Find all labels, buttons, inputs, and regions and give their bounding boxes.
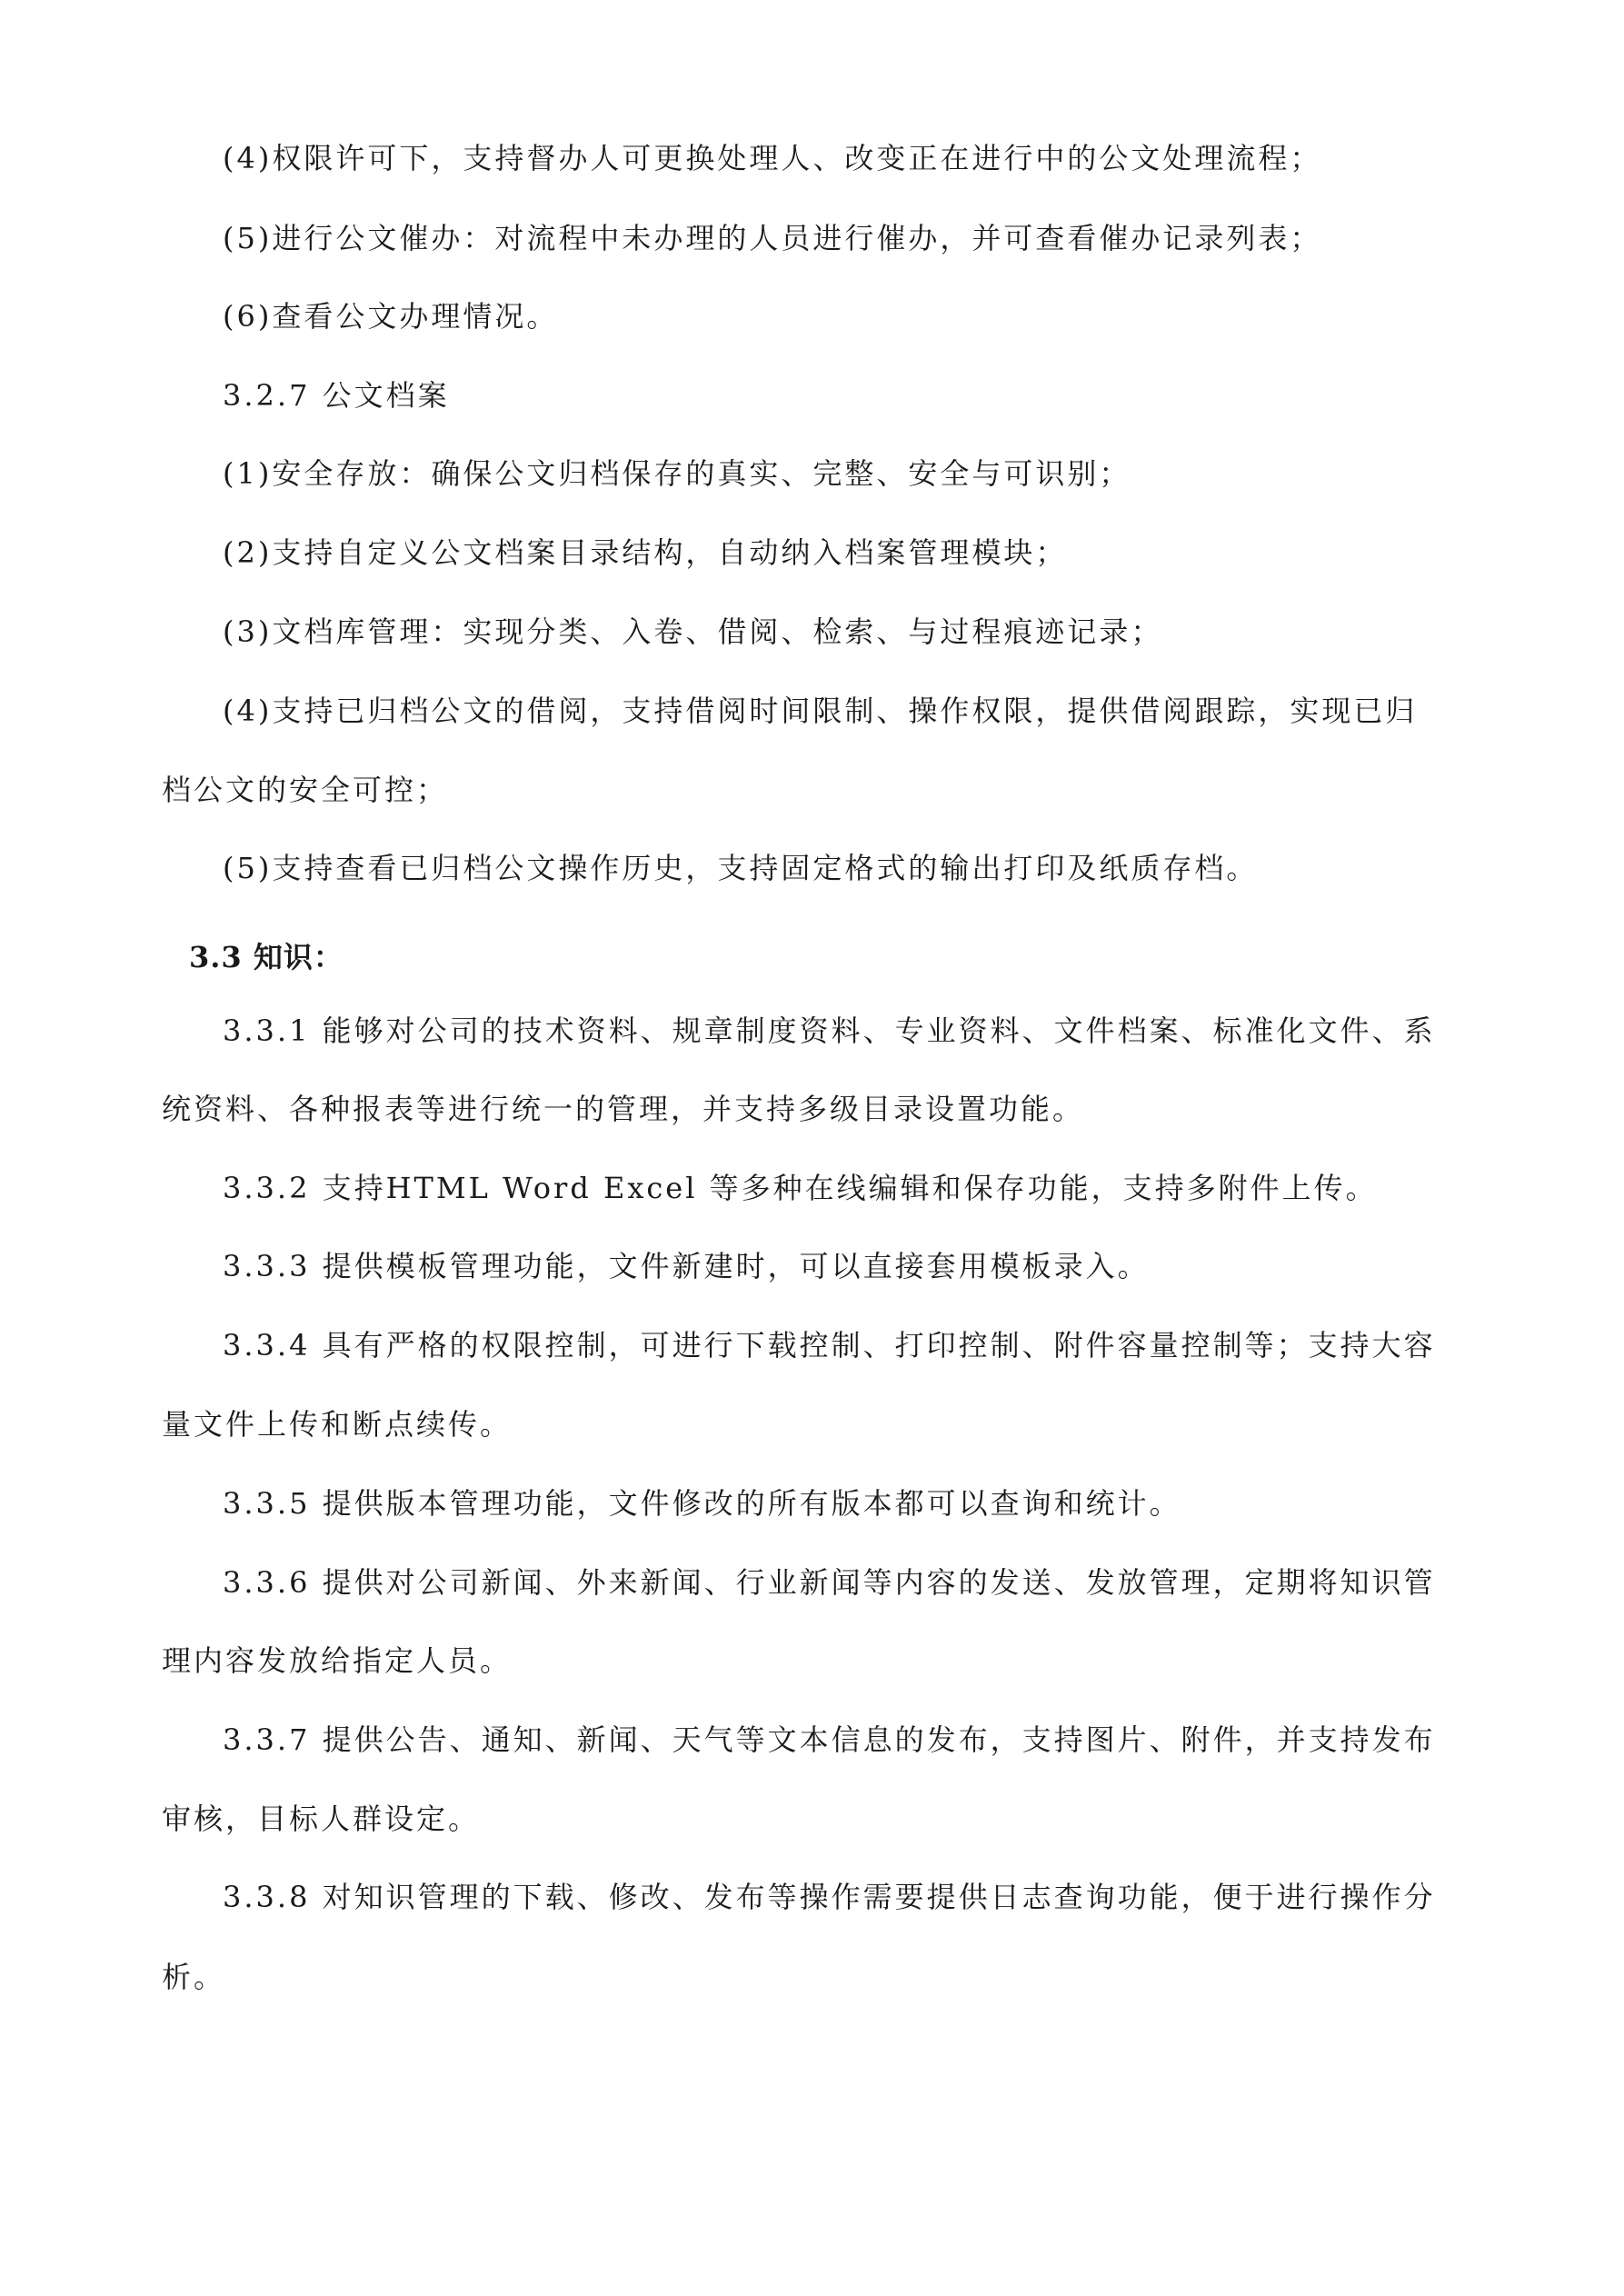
paragraph-line-continuation: 量文件上传和断点续传。: [162, 1407, 513, 1442]
paragraph-line: (3)文档库管理：实现分类、入卷、借阅、检索、与过程痕迹记录；: [223, 614, 1163, 649]
paragraph-line: (4)权限许可下，支持督办人可更换处理人、改变正在进行中的公文处理流程；: [223, 141, 1322, 175]
paragraph-line: 3.3.6 提供对公司新闻、外来新闻、行业新闻等内容的发送、发放管理，定期将知识管: [223, 1565, 1436, 1600]
paragraph-line: 3.3.2 支持HTML Word Excel 等多种在线编辑和保存功能，支持多附件上传。: [223, 1171, 1378, 1205]
paragraph-line: 3.3.4 具有严格的权限控制，可进行下载控制、打印控制、附件容量控制等；支持大容: [223, 1328, 1436, 1363]
paragraph-line: (2)支持自定义公文档案目录结构，自动纳入档案管理模块；: [223, 535, 1068, 570]
paragraph-line: (1)安全存放：确保公文归档保存的真实、完整、安全与可识别；: [223, 456, 1131, 491]
paragraph-line: 3.3.5 提供版本管理功能，文件修改的所有版本都可以查询和统计。: [223, 1486, 1181, 1521]
paragraph-line-continuation: 析。: [162, 1960, 226, 1994]
paragraph-line: (6)查看公文办理情况。: [223, 299, 559, 334]
paragraph-line: (5)进行公文催办：对流程中未办理的人员进行催办，并可查看催办记录列表；: [223, 221, 1322, 255]
paragraph-line: 3.3.8 对知识管理的下载、修改、发布等操作需要提供日志查询功能，便于进行操作分: [223, 1880, 1436, 1914]
paragraph-line-continuation: 审核，目标人群设定。: [162, 1802, 481, 1836]
section-heading: 3.2.7 公文档案: [223, 378, 450, 413]
section-heading: 3.3 知识：: [189, 940, 344, 974]
paragraph-line-continuation: 统资料、各种报表等进行统一的管理，并支持多级目录设置功能。: [162, 1092, 1085, 1126]
paragraph-line: (5)支持查看已归档公文操作历史，支持固定格式的输出打印及纸质存档。: [223, 851, 1259, 885]
paragraph-line: (4)支持已归档公文的借阅，支持借阅时间限制、操作权限，提供借阅跟踪，实现已归: [223, 694, 1418, 728]
paragraph-line: 3.3.1 能够对公司的技术资料、规章制度资料、专业资料、文件档案、标准化文件、系: [223, 1013, 1436, 1048]
paragraph-line: 3.3.7 提供公告、通知、新闻、天气等文本信息的发布，支持图片、附件，并支持发布: [223, 1722, 1436, 1757]
paragraph-line: 3.3.3 提供模板管理功能，文件新建时，可以直接套用模板录入。: [223, 1249, 1150, 1283]
paragraph-line-continuation: 理内容发放给指定人员。: [162, 1643, 513, 1678]
paragraph-line-continuation: 档公文的安全可控；: [162, 773, 449, 807]
